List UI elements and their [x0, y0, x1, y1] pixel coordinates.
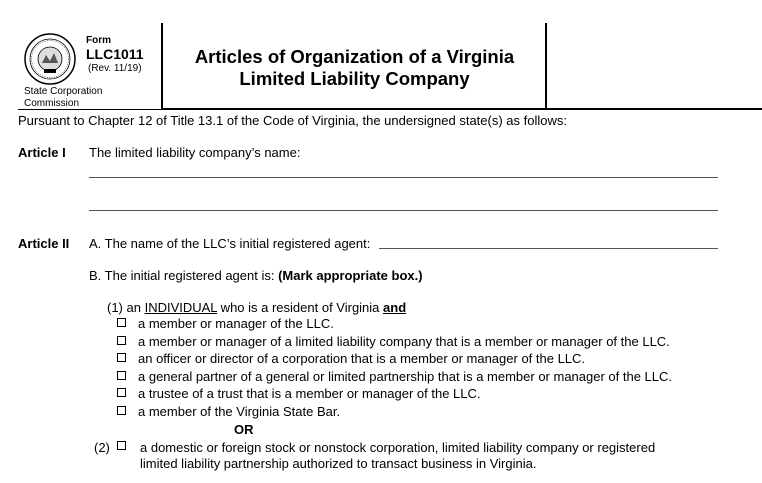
option-1-prefix: (1) an [107, 300, 145, 315]
form-number: LLC1011 [86, 46, 144, 62]
article-1-prompt: The limited liability company’s name: [89, 145, 301, 160]
option-1-mid: who is a resident of Virginia [217, 300, 384, 315]
option-1-item-2: a member or manager of a limited liability company that is a member or manager of the LLC. [138, 334, 670, 349]
header-bottom-rule [162, 108, 762, 110]
agent-type-prompt: B. The initial registered agent is: [89, 268, 279, 283]
checkbox-member-manager[interactable] [117, 318, 126, 327]
checkbox-llc-member-manager[interactable] [117, 336, 126, 345]
document-title [163, 46, 546, 90]
option-1-item-4: a general partner of a general or limited partnership that is a member or manager of the LLC. [138, 369, 673, 384]
checkbox-corp-officer[interactable] [117, 353, 126, 362]
agent-type-instruction [89, 268, 423, 283]
option-2-line-1: a domestic or foreign stock or nonstock corporation, limited liability company or registered [140, 440, 656, 455]
form-revision: (Rev. 11/19) [88, 63, 142, 74]
checkbox-trustee[interactable] [117, 388, 126, 397]
header-thin-rule [18, 109, 162, 110]
option-1-item-6: a member of the Virginia State Bar. [138, 404, 341, 419]
option-1-heading [107, 300, 406, 315]
checkbox-state-bar[interactable] [117, 406, 126, 415]
form-label: Form [86, 35, 111, 46]
checkbox-entity-agent[interactable] [117, 441, 126, 450]
or-separator: OR [234, 422, 254, 437]
agency-line-2: Commission [24, 98, 80, 109]
llc-name-line-2[interactable] [89, 210, 718, 211]
option-1-individual: INDIVIDUAL [144, 300, 218, 315]
article-1-label: Article I [18, 145, 66, 160]
checkbox-general-partner[interactable] [117, 371, 126, 380]
article-2-label: Article II [18, 236, 70, 251]
agency-name [24, 86, 154, 110]
agency-line-1: State Corporation [24, 86, 103, 97]
virginia-seal-logo [24, 33, 76, 85]
option-1-item-3: an officer or director of a corporation that is a member or manager of the LLC. [138, 351, 586, 366]
llc-name-line-1[interactable] [89, 177, 718, 178]
option-2-prefix: (2) [94, 440, 110, 455]
registered-agent-prompt: A. The name of the LLC’s initial registered agent: [89, 236, 371, 251]
title-line-1: Articles of Organization of a Virginia [194, 46, 515, 67]
option-1-item-1: a member or manager of the LLC. [138, 316, 334, 331]
preamble-text: Pursuant to Chapter 12 of Title 13.1 of the Code of Virginia, the undersigned state(s) as follows: [18, 113, 567, 128]
title-line-2: Limited Liability Company [239, 68, 470, 89]
option-1-item-5: a trustee of a trust that is a member or manager of the LLC. [138, 386, 481, 401]
registered-agent-name-line[interactable] [379, 248, 718, 249]
option-2-line-2: limited liability partnership authorized to transact business in Virginia. [140, 456, 537, 471]
option-1-and: and [383, 300, 407, 315]
mark-box-note: (Mark appropriate box.) [278, 268, 423, 283]
